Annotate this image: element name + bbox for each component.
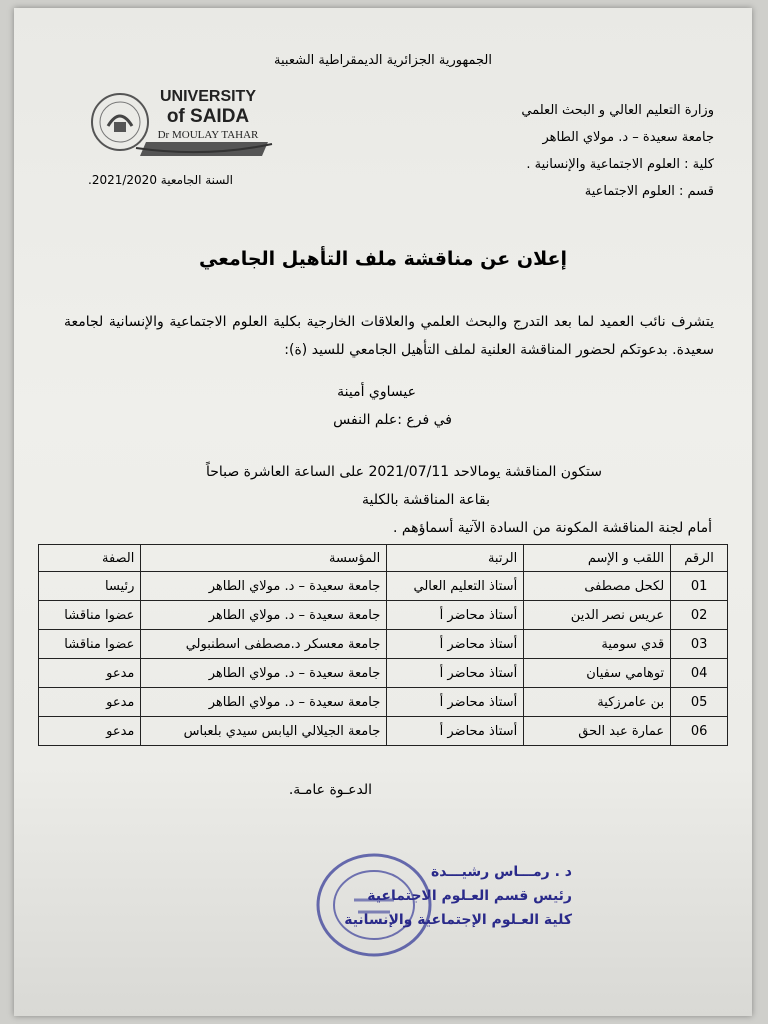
faculty-line: كلية : العلوم الاجتماعية والإنسانية . <box>526 157 714 172</box>
cell-rank: أستاذ محاضر أ <box>387 630 524 659</box>
cell-name: قدي سومية <box>524 630 671 659</box>
table-row <box>39 630 728 659</box>
cell-role: مدعو <box>39 688 141 717</box>
header-num: الرقم <box>671 545 728 572</box>
cell-role: عضوا مناقشا <box>39 601 141 630</box>
cell-num: 03 <box>671 630 728 659</box>
cell-rank: أستاذ التعليم العالي <box>387 572 524 601</box>
table-row <box>39 717 728 746</box>
logo-line-3: Dr MOULAY TAHAR <box>157 129 259 141</box>
cell-institution: جامعة معسكر د.مصطفى اسطنبولي <box>141 630 387 659</box>
cell-name: عمارة عبد الحق <box>524 717 671 746</box>
cell-institution: جامعة سعيدة – د. مولاي الطاهر <box>141 659 387 688</box>
cell-num: 04 <box>671 659 728 688</box>
table-row <box>39 601 728 630</box>
document-page <box>14 8 752 1016</box>
republic-heading: الجمهورية الجزائرية الديمقراطية الشعبية <box>274 53 492 68</box>
cell-name: عريس نصر الدين <box>524 601 671 630</box>
cell-rank: أستاذ محاضر أ <box>387 601 524 630</box>
invitation-note: الدعـوة عامـة. <box>288 782 372 798</box>
table-row <box>39 688 728 717</box>
cell-name: لكحل مصطفى <box>524 572 671 601</box>
logo-line-2: of SAIDA <box>166 106 250 127</box>
logo-line-1: UNIVERSITY <box>159 88 257 105</box>
cell-rank: أستاذ محاضر أ <box>387 688 524 717</box>
cell-name: بن عامرزكية <box>524 688 671 717</box>
signatory-faculty: كلية العـلوم الإجتماعية والإنسانية <box>344 912 572 928</box>
cell-rank: أستاذ محاضر أ <box>387 717 524 746</box>
committee-intro: أمام لجنة المناقشة المكونة من السادة الآتية أسماؤهم . <box>392 520 712 536</box>
cell-role: مدعو <box>39 717 141 746</box>
cell-num: 05 <box>671 688 728 717</box>
schedule-line: ستكون المناقشة يومالاحد 2021/07/11 على الساعة العاشرة صباحاً <box>205 464 602 480</box>
cell-num: 06 <box>671 717 728 746</box>
university-line: جامعة سعيدة – د. مولاي الطاهر <box>542 130 714 145</box>
header-role: الصفة <box>39 545 141 572</box>
signatory-title: رئيس قسم العـلوم الاجتماعية <box>367 888 572 904</box>
cell-name: توهامي سفيان <box>524 659 671 688</box>
cell-role: رئيسا <box>39 572 141 601</box>
candidate-name: عيساوي أمينة <box>337 384 416 400</box>
signatory-name: د . رمـــاس رشيـــدة <box>430 864 572 880</box>
venue-line: بقاعة المناقشة بالكلية <box>362 492 490 508</box>
committee-table <box>38 544 728 746</box>
header-rank: الرتبة <box>387 545 524 572</box>
table-row <box>39 572 728 601</box>
branch-line: في فرع :علم النفس <box>333 412 452 428</box>
header-institution: المؤسسة <box>141 545 387 572</box>
academic-year: السنة الجامعية 2021/2020. <box>88 173 233 187</box>
department-line: قسم : العلوم الاجتماعية <box>584 184 714 199</box>
table-header-row <box>39 545 728 572</box>
cell-role: مدعو <box>39 659 141 688</box>
cell-role: عضوا مناقشا <box>39 630 141 659</box>
ministry-line: وزارة التعليم العالي و البحث العلمي <box>521 103 714 118</box>
cell-num: 01 <box>671 572 728 601</box>
cell-institution: جامعة سعيدة – د. مولاي الطاهر <box>141 601 387 630</box>
intro-paragraph: يتشرف نائب العميد لما بعد التدرج والبحث العلمي والعلاقات الخارجية بكلية العلوم الاجتماعية والإنسانية لجامعة سعيدة. بدعوتكم لحضور المناقشة العلنية لملف التأهيل الجامعي للسيد (ة): <box>64 314 714 358</box>
table-row <box>39 659 728 688</box>
university-logo <box>86 86 276 162</box>
header-name: اللقب و الإسم <box>524 545 671 572</box>
cell-institution: جامعة سعيدة – د. مولاي الطاهر <box>141 688 387 717</box>
cell-num: 02 <box>671 601 728 630</box>
cell-rank: أستاذ محاضر أ <box>387 659 524 688</box>
cell-institution: جامعة الجيلالي اليابس سيدي بلعباس <box>141 717 387 746</box>
document-title: إعلان عن مناقشة ملف التأهيل الجامعي <box>199 248 567 270</box>
official-stamp <box>314 850 434 960</box>
cell-institution: جامعة سعيدة – د. مولاي الطاهر <box>141 572 387 601</box>
